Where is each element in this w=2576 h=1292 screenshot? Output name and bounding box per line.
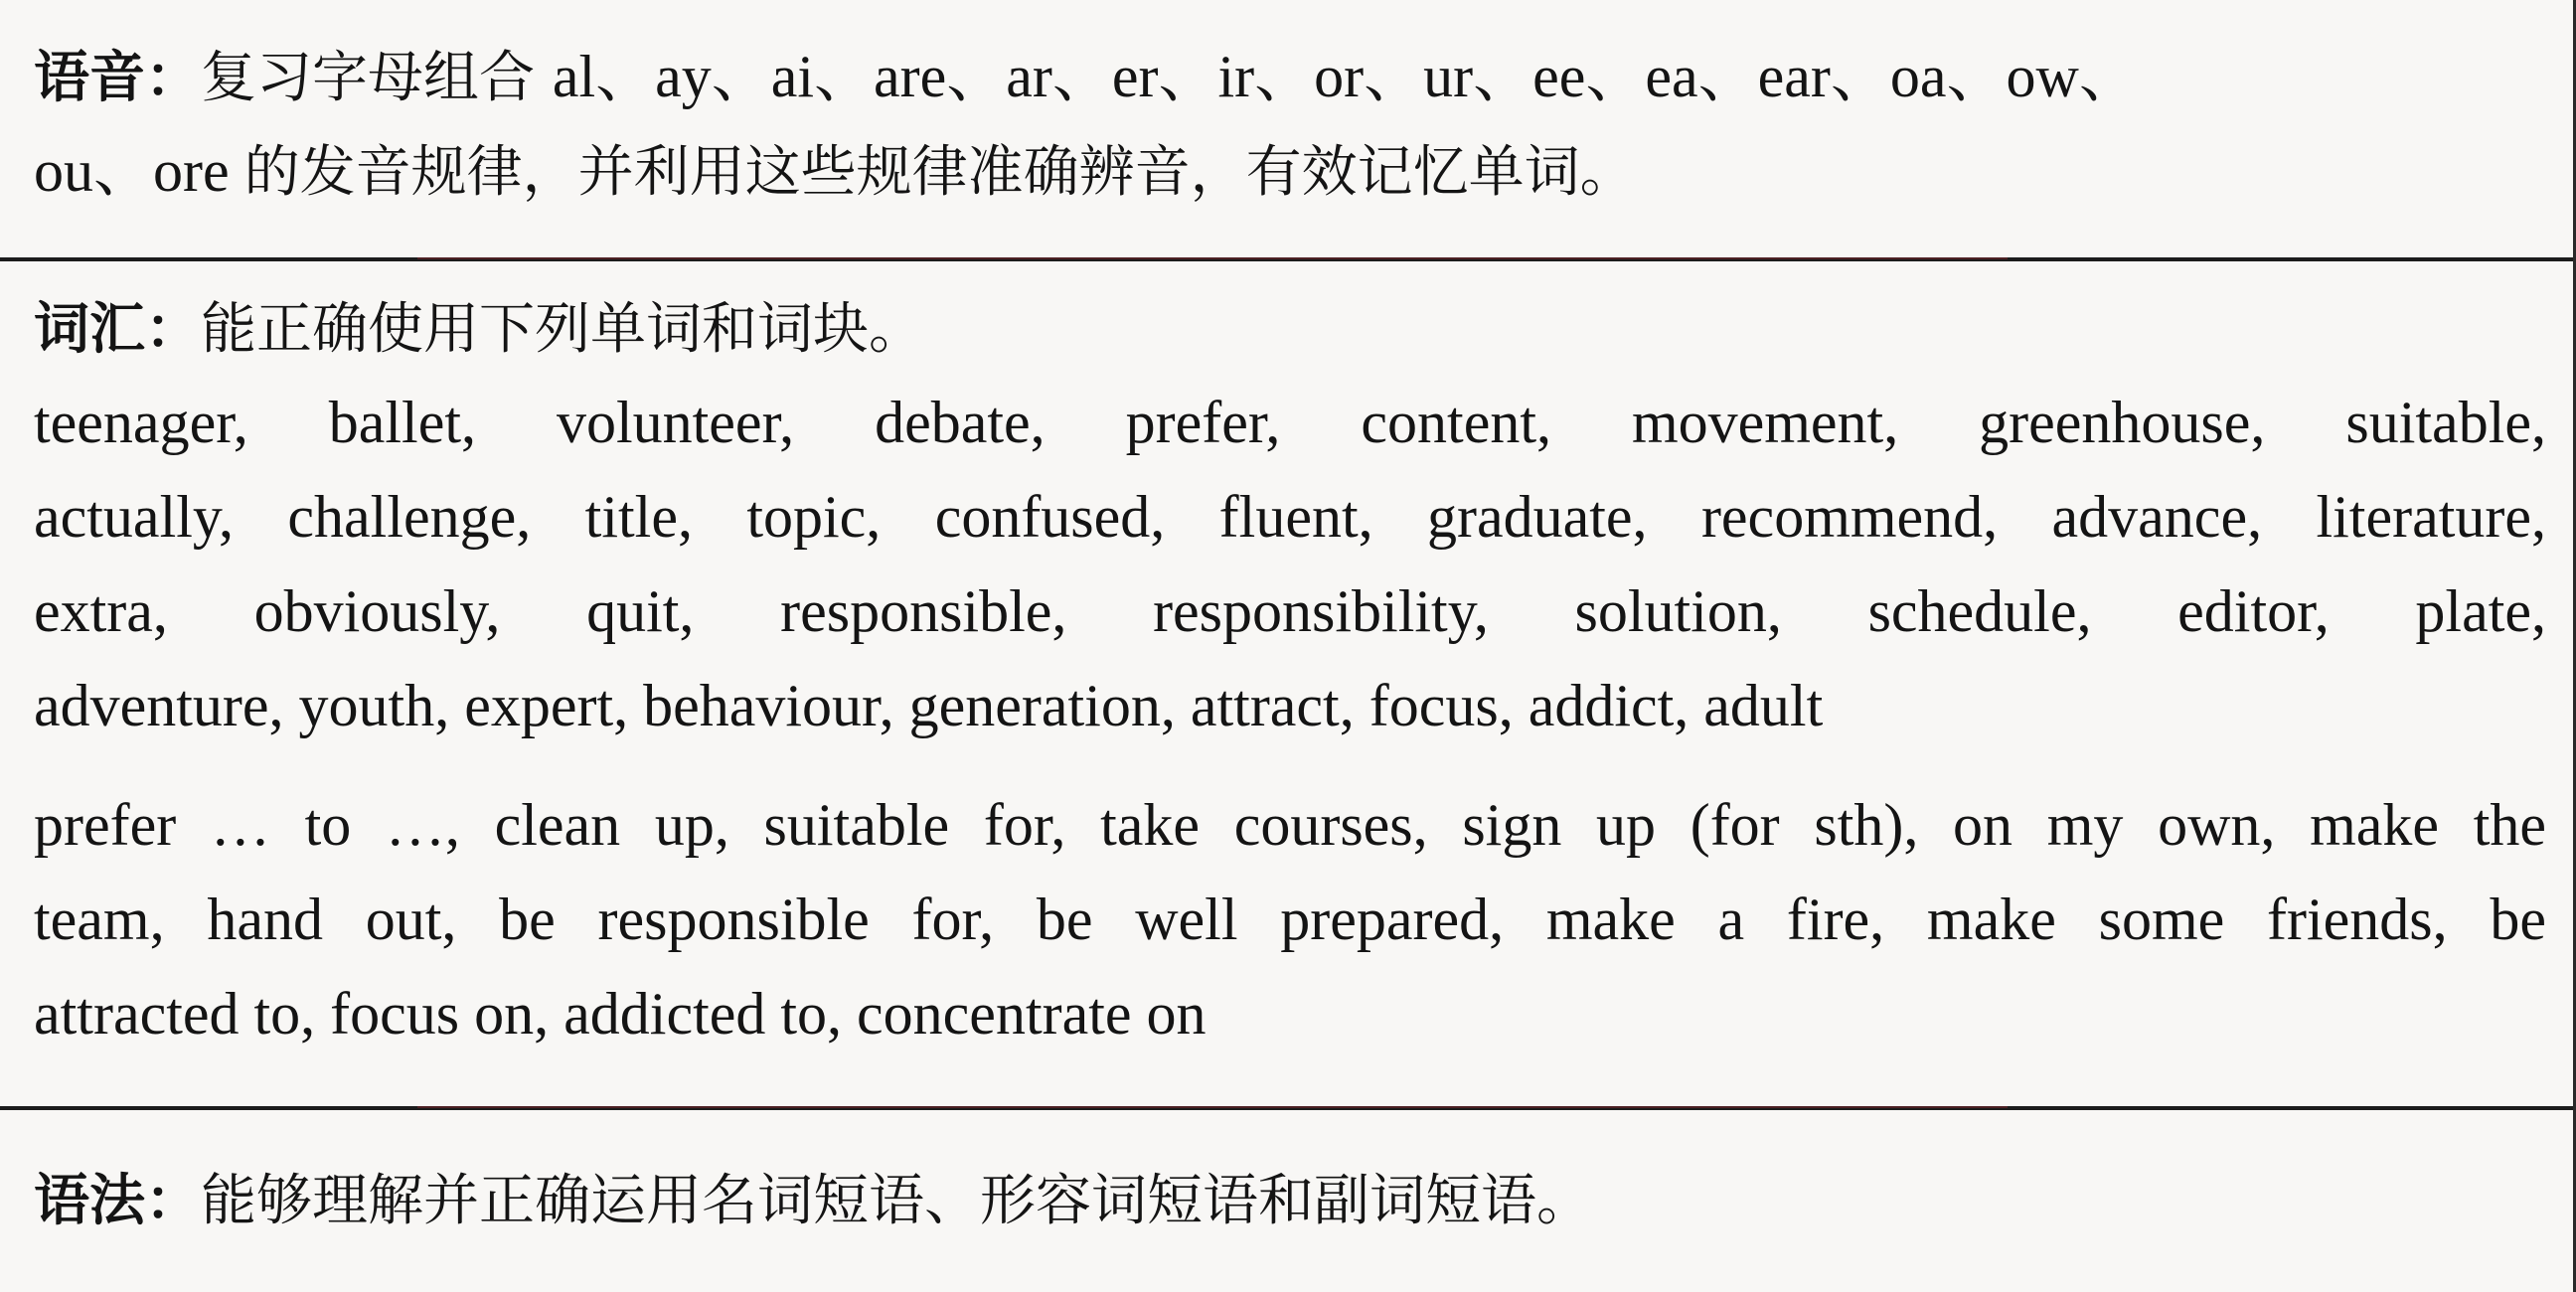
letter-combinations-cont: ou、ore: [34, 138, 244, 204]
divider-middle: [0, 1106, 2576, 1110]
vocabulary-heading: [34, 281, 2546, 376]
divider-top: [0, 257, 2576, 261]
word-list-line: teenager, ballet, volunteer, debate, prefer, content, movement, greenhouse, suitable,: [34, 390, 2546, 455]
grammar-description: 能够理解并正确运用名词短语、形容词短语和副词短语。: [201, 1169, 1592, 1233]
phrase-list-line: team, hand out, be responsible for, be well prepared, make a fire, make some friends, be: [34, 887, 2546, 952]
phonetics-intro: 复习字母组合: [201, 46, 553, 110]
phonetics-label: 语音：: [34, 46, 201, 110]
vocabulary-intro: 能正确使用下列单词和词块。: [201, 297, 924, 362]
word-list-line: actually, challenge, title, topic, confused, fluent, graduate, recommend, advance, literature,: [34, 484, 2546, 550]
phonetics-line-1: [34, 30, 2546, 124]
grammar-line: [34, 1153, 2546, 1247]
phonetics-description: 的发音规律，并利用这些规律准确辨音，有效记忆单词。: [243, 140, 1636, 205]
word-list-line: adventure, youth, expert, behaviour, generation, attract, focus, addict, adult: [34, 673, 1824, 738]
word-list-line: extra, obviously, quit, responsible, responsibility, solution, schedule, editor, plate,: [34, 578, 2546, 644]
phrase-list-line: attracted to, focus on, addicted to, concentrate on: [34, 981, 1207, 1047]
phrase-list-line: prefer … to …, clean up, suitable for, take courses, sign up (for sth), on my own, make the: [34, 792, 2546, 858]
phonetics-section: [0, 30, 2576, 219]
letter-combinations: al、ay、ai、are、ar、er、ir、or、ur、ee、ea、ear、oa、ow、: [552, 44, 2139, 109]
grammar-section: [0, 1153, 2576, 1247]
vocabulary-label: 词汇：: [34, 297, 201, 362]
grammar-label: 语法：: [34, 1169, 201, 1233]
phonetics-line-2: [34, 124, 2546, 219]
vocabulary-section: [0, 281, 2576, 1061]
